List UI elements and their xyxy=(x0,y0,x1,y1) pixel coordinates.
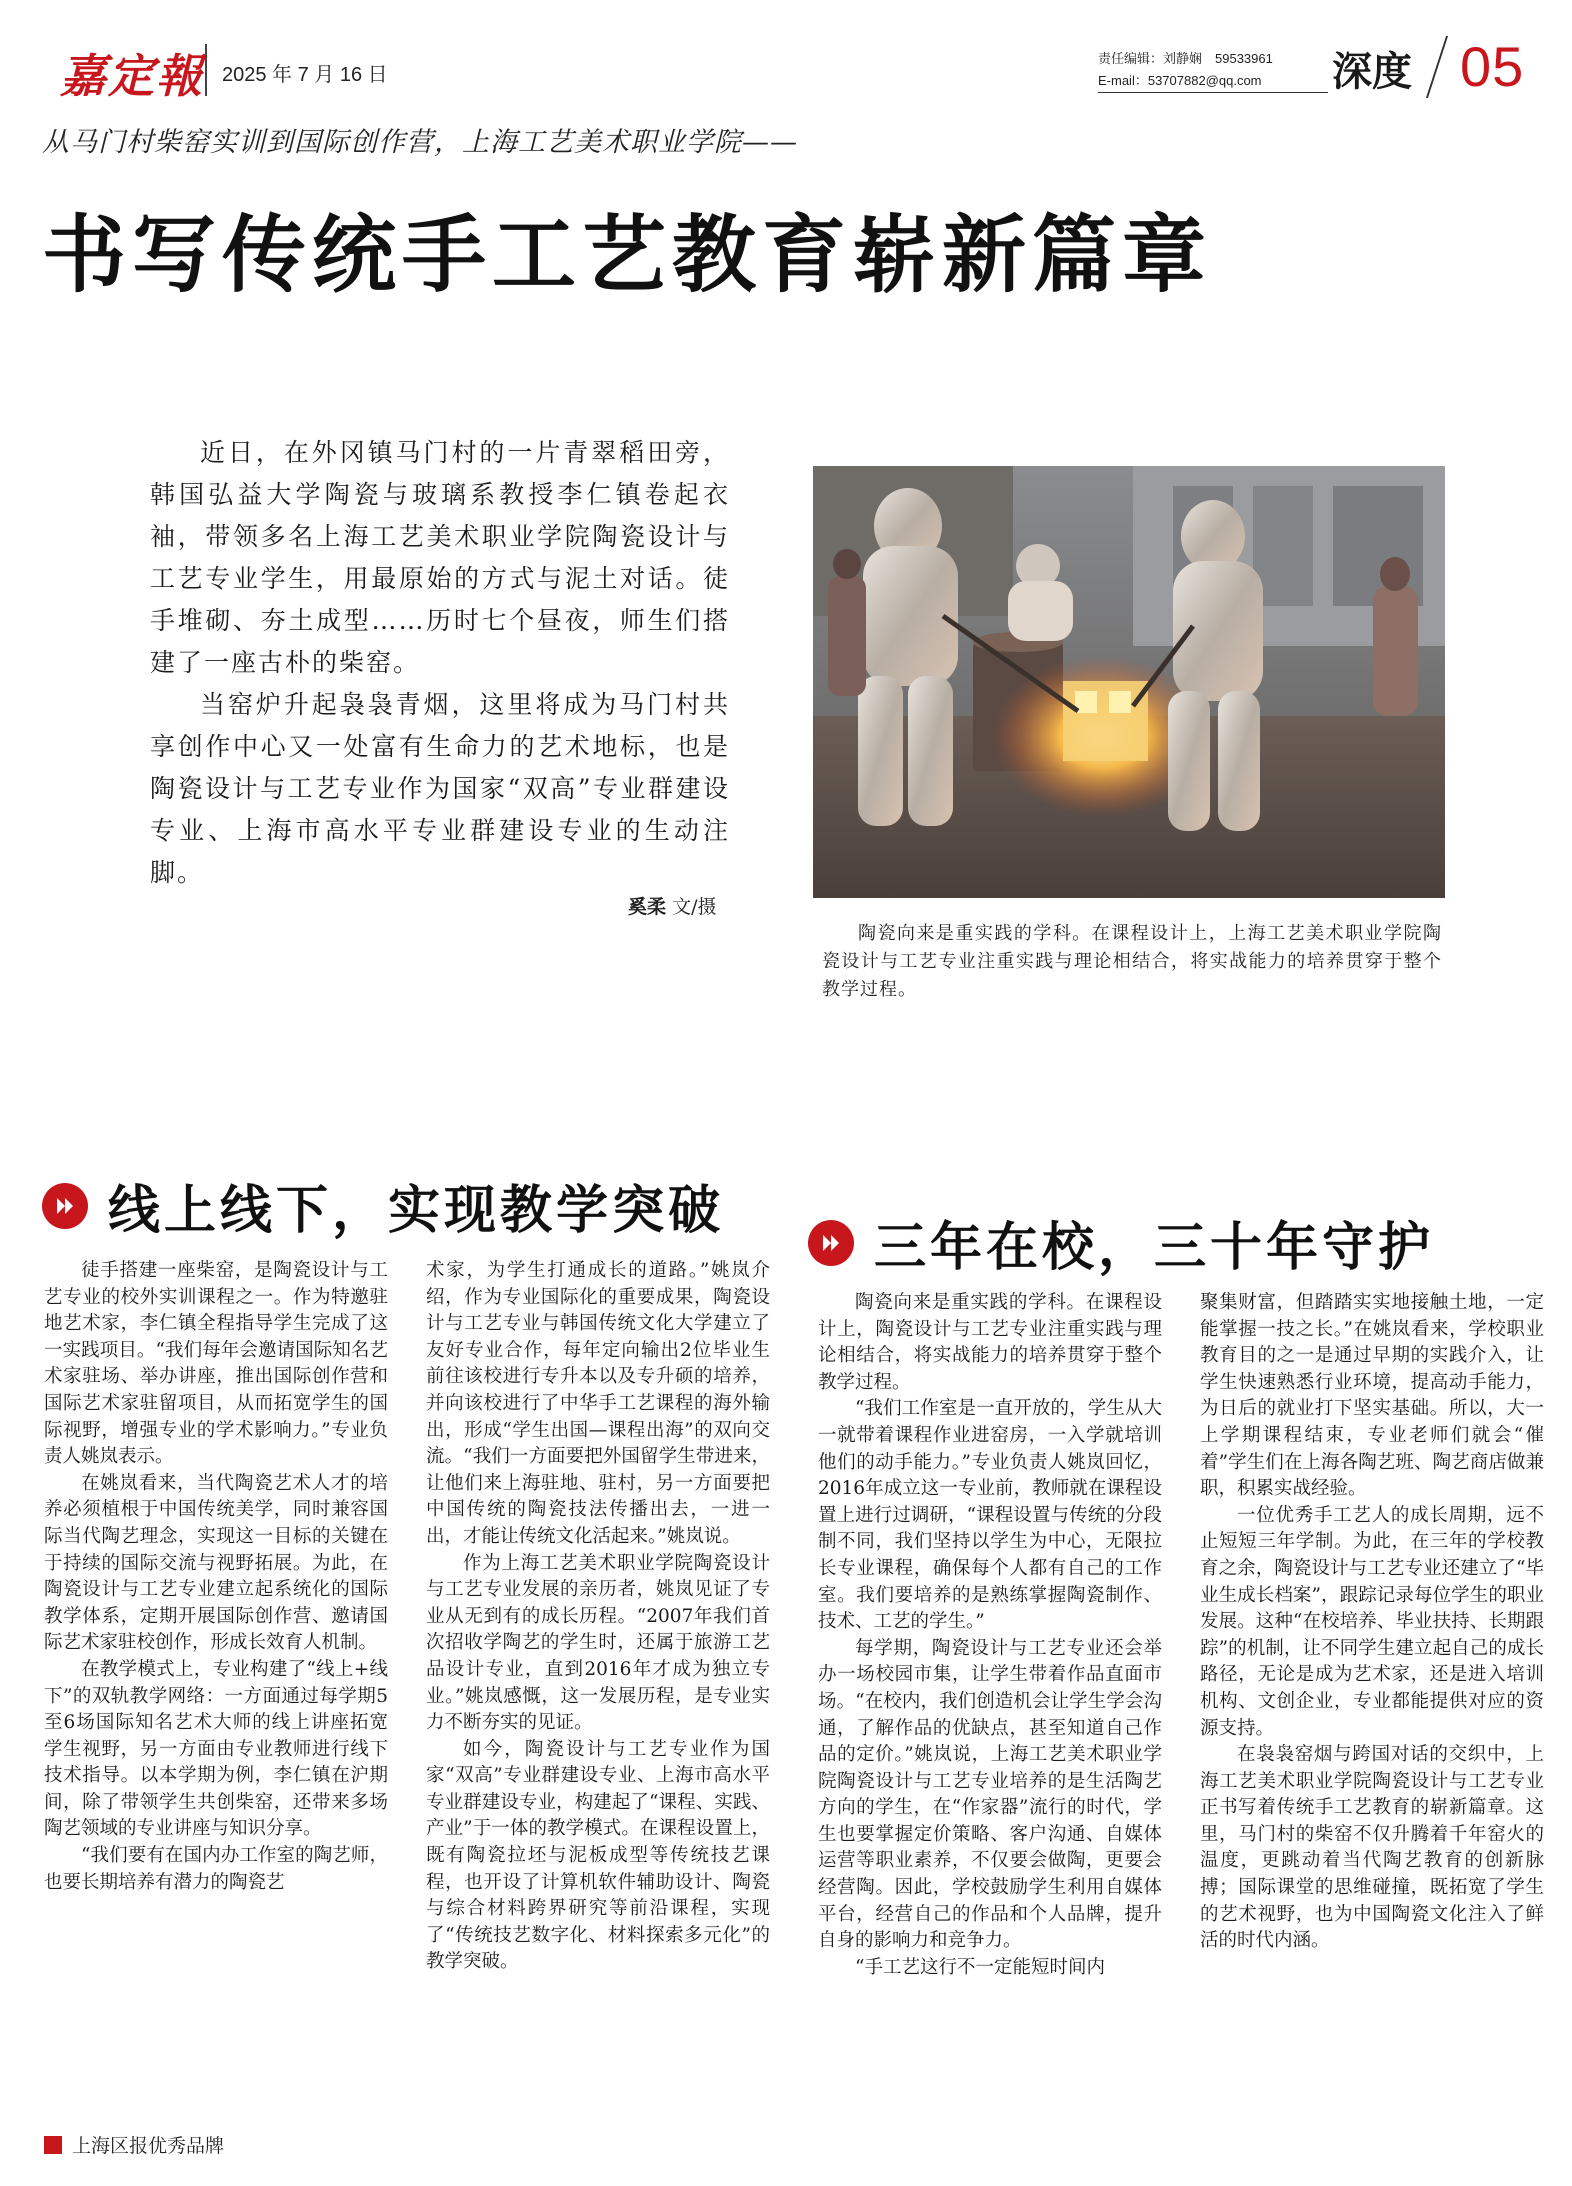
section-name: 深度 xyxy=(1332,48,1412,95)
body-paragraph: 如今，陶瓷设计与工艺专业作为国家“双高”专业群建设专业、上海市高水平专业群建设专业，构建起了“课程、实践、产业”于一体的教学模式。在课程设置上，既有陶瓷拉坯与泥板成型等传统技艺课程，也开设了计算机软件辅助设计、陶瓷与综合材料跨界研究等前沿课程，实现了“传统技艺数字化、材料探索多元化”的教学突破。 xyxy=(426,1738,770,1973)
body-paragraph-continued: 聚集财富，但踏踏实实地接触土地，一定能掌握一技之长。”在姚岚看来，学校职业教育目的之一是通过早期的实践介入，让学生快速熟悉行业环境，提高动手能力，为日后的就业打下坚实基础。所以，大一上学期课程结束，专业老师们就会“催着”学生们在上海各陶艺班、陶艺商店做兼职，积累实战经验。 xyxy=(1200,1292,1544,1500)
lead-text xyxy=(150,432,730,894)
article-column-1 xyxy=(44,1258,388,1896)
body-paragraph: “我们要有在国内办工作室的陶艺师，也要长期培养有潜力的陶瓷艺 xyxy=(44,1845,388,1893)
page-number: 05 xyxy=(1460,35,1525,98)
body-paragraph: 陶瓷向来是重实践的学科。在课程设计上，陶瓷设计与工艺专业注重实践与理论相结合，将实战能力的培养贯穿于整个教学过程。 xyxy=(818,1292,1162,1393)
body-paragraph: 在姚岚看来，当代陶瓷艺术人才的培养必须植根于中国传统美学，同时兼容国际当代陶艺理念，实现这一目标的关键在于持续的国际交流与视野拓展。为此，在陶瓷设计与工艺专业建立起系统化的国际教学体系，定期开展国际创作营、邀请国际艺术家驻校创作，形成长效育人机制。 xyxy=(44,1472,388,1654)
body-paragraph: “手工艺这行不一定能短时间内 xyxy=(855,1956,1105,1978)
photo-caption: 陶瓷向来是重实践的学科。在课程设计上，上海工艺美术职业学院陶瓷设计与工艺专业注重实践与理论相结合，将实战能力的培养贯穿于整个教学过程。 xyxy=(822,923,1442,1000)
body-paragraph: 在教学模式上，专业构建了“线上+线下”的双轨教学网络：一方面通过每学期5至6场国际知名艺术大师的线上讲座拓宽学生视野，另一方面由专业教师进行线下技术指导。以本学期为例，李仁镇在沪期间，除了带领学生共创柴窑，还带来多场陶艺领域的专业讲座与知识分享。 xyxy=(44,1658,388,1840)
photo-illustration xyxy=(813,466,1445,898)
byline xyxy=(628,892,716,919)
lead-paragraph: 近日，在外冈镇马门村的一片青翠稻田旁，韩国弘益大学陶瓷与玻璃系教授李仁镇卷起衣袖，带领多名上海工艺美术职业学院陶瓷设计与工艺专业学生，用最原始的方式与泥土对话。徒手堆砌、夯土成型……历时七个昼夜，师生们搭建了一座古朴的柴窑。 xyxy=(150,438,730,677)
red-square-icon xyxy=(44,2136,62,2154)
page-title: 书写传统手工艺教育崭新篇章 xyxy=(42,208,1213,302)
play-circle-icon xyxy=(42,1183,88,1229)
masthead xyxy=(40,30,1540,110)
masthead-divider xyxy=(205,44,207,96)
article-column-2 xyxy=(426,1258,770,1976)
newspaper-logo: 嘉定報 xyxy=(60,49,204,103)
editor-line: 责任编辑：刘静娴 59533961 xyxy=(1098,51,1273,66)
body-paragraph: “我们工作室是一直开放的，学生从大一就带着课程作业进窑房，一入学就培训他们的动手能力。”专业负责人姚岚回忆，2016年成立这一专业前，教师就在课程设置上进行过调研，“课程设置与传统的分段制不同，我们坚持以学生为中心，无限拉长专业课程，确保每个人都有自己的工作室。我们要培养的是熟练掌握陶瓷制作、技术、工艺的学生。” xyxy=(818,1398,1162,1633)
section-title: 线上线下，实现教学突破 xyxy=(108,1182,725,1240)
byline-author: 奚柔 xyxy=(628,896,667,918)
kiln-firing-photo xyxy=(813,466,1445,898)
section-title: 三年在校，三十年守护 xyxy=(874,1219,1435,1277)
headline-kicker: 从马门村柴窑实训到国际创作营，上海工艺美术职业学院—— xyxy=(42,127,798,158)
footer-brand xyxy=(44,2131,224,2158)
body-paragraph-continued: 术家，为学生打通成长的道路。”姚岚介绍，作为专业国际化的重要成果，陶瓷设计与工艺专业与韩国传统文化大学建立了友好专业合作，每年定向输出2位毕业生前往该校进行专升本以及专升硕的培养，并向该校进行了中华手工艺课程的海外输出，形成“学生出国—课程出海”的双向交流。“我们一方面要把外国留学生带进来，让他们来上海驻地、驻村，另一方面要把中国传统的陶瓷技法传播出去，一进一出，才能让传统文化活起来。”姚岚说。 xyxy=(426,1260,770,1547)
editor-email: E-mail：53707882@qq.com xyxy=(1098,70,1328,93)
article-column-3 xyxy=(818,1290,1162,1981)
section-heading-right xyxy=(808,1205,1434,1280)
section-slash-divider xyxy=(1426,36,1448,98)
article-column-4 xyxy=(1200,1290,1544,1955)
section-heading-left xyxy=(42,1168,724,1243)
body-paragraph: 徒手搭建一座柴窑，是陶瓷设计与工艺专业的校外实训课程之一。作为特邀驻地艺术家，李仁镇全程指导学生完成了这一实践项目。“我们每年会邀请国际知名艺术家驻场、举办讲座，推出国际创作营和国际艺术家驻留项目，从而拓宽学生的国际视野，增强专业的学术影响力。”专业负责人姚岚表示。 xyxy=(44,1260,388,1468)
issue-date: 2025 年 7 月 16 日 xyxy=(222,64,388,86)
editor-info xyxy=(1098,48,1328,93)
footer-label: 上海区报优秀品牌 xyxy=(72,2136,225,2157)
body-paragraph: 每学期，陶瓷设计与工艺专业还会举办一场校园市集，让学生带着作品直面市场。“在校内，我们创造机会让学生学会沟通，了解作品的优缺点，甚至知道自己作品的定价。”姚岚说，上海工艺美术职业学院陶瓷设计与工艺专业培养的是生活陶艺方向的学生，在“作家器”流行的时代，学生也要掌握定价策略、客户沟通、自媒体运营等职业素养，不仅要会做陶，更要会经营陶。因此，学校鼓励学生利用自媒体平台，经营自己的作品和个人品牌，提升自身的影响力和竞争力。 xyxy=(818,1637,1162,1952)
play-circle-icon xyxy=(808,1220,854,1266)
body-paragraph: 在袅袅窑烟与跨国对话的交织中，上海工艺美术职业学院陶瓷设计与工艺专业正书写着传统手工艺教育的崭新篇章。这里，马门村的柴窑不仅升腾着千年窑火的温度，更跳动着当代陶艺教育的创新脉搏；国际课堂的思维碰撞，既拓宽了学生的艺术视野，也为中国陶瓷文化注入了鲜活的时代内涵。 xyxy=(1200,1744,1544,1952)
lead-paragraph: 当窑炉升起袅袅青烟，这里将成为马门村共享创作中心又一处富有生命力的艺术地标，也是陶瓷设计与工艺专业作为国家“双高”专业群建设专业、上海市高水平专业群建设专业的生动注脚。 xyxy=(150,690,730,887)
body-paragraph: 一位优秀手工艺人的成长周期，远不止短短三年学制。为此，在三年的学校教育之余，陶瓷设计与工艺专业还建立了“毕业生成长档案”，跟踪记录每位学生的职业发展。这种“在校培养、毕业扶持、长期跟踪”的机制，让不同学生建立起自己的成长路径，无论是成为艺术家，还是进入培训机构、文创企业，专业都能提供对应的资源支持。 xyxy=(1200,1504,1544,1739)
body-paragraph: 作为上海工艺美术职业学院陶瓷设计与工艺专业发展的亲历者，姚岚见证了专业从无到有的成长历程。“2007年我们首次招收学陶艺的学生时，还属于旅游工艺品设计专业，直到2016年才成为独立专业。”姚岚感慨，这一发展历程，是专业实力不断夯实的见证。 xyxy=(426,1552,770,1734)
byline-role: 文/摄 xyxy=(672,896,717,918)
